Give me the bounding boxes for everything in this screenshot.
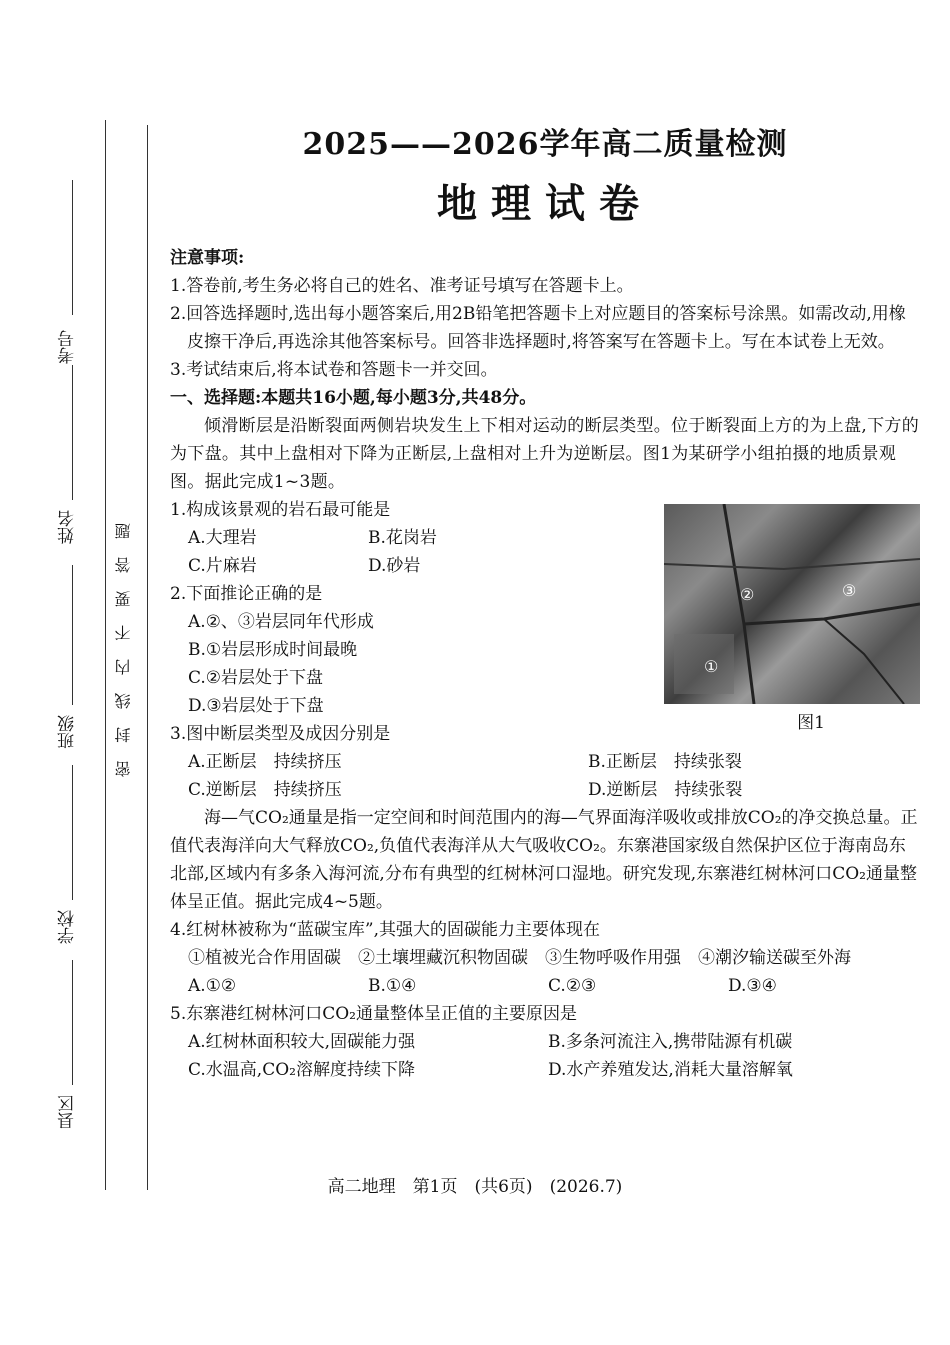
- field-label-class: 班级: [58, 715, 78, 749]
- questions-1-3: [170, 496, 920, 804]
- notice-block: [170, 244, 920, 384]
- field-county: [55, 1095, 85, 1129]
- field-label-school: 学校: [58, 910, 78, 944]
- figure-label-2: ②: [740, 585, 755, 604]
- notice-item-2: 2.回答选择题时,选出每小题答案后,用2B铅笔把答题卡上对应题目的答案标号涂黑。如需改动,用橡皮擦干净后,再选涂其他答案标号。回答非选择题时,将答案写在答题卡上。写在本试卷上无效。: [170, 304, 906, 352]
- field-line-school: [72, 765, 73, 900]
- q5-options-row1: [170, 1028, 920, 1056]
- q1-option-a: A.大理岩: [188, 528, 257, 548]
- q5-stem: 5.东寨港红树林河口CO₂通量整体呈正值的主要原因是: [170, 1004, 577, 1024]
- q5-option-b: B.多条河流注入,携带陆源有机碳: [548, 1032, 793, 1052]
- q5-options-row2: [170, 1056, 920, 1084]
- figure-1-image: [664, 504, 920, 704]
- q3-option-a: A.正断层 持续挤压: [188, 752, 342, 772]
- figure-label-1: ①: [704, 657, 719, 676]
- binding-line-inner: [147, 125, 148, 1190]
- q4-option-a: A.①②: [188, 976, 237, 996]
- q2-option-d: D.③岩层处于下盘: [188, 696, 324, 716]
- q4-statements: ①植被光合作用固碳 ②土壤埋藏沉积物固碳 ③生物呼吸作用强 ④潮汐输送碳至外海: [188, 948, 851, 968]
- field-school: [55, 910, 85, 944]
- field-label-exam-number: 考号: [58, 330, 78, 364]
- field-line-class: [72, 565, 73, 705]
- field-line-county: [72, 960, 73, 1085]
- passage-2: 海—气CO₂通量是指一定空间和时间范围内的海—气界面海洋吸收或排放CO₂的净交换总量。正值代表海洋向大气释放CO₂,负值代表海洋从大气吸收CO₂。东寨港国家级自然保护区位于海南岛东北部,区域内有多条入海河流,分布有典型的红树林河口湿地。研究发现,东寨港红树林河口CO₂通量整体呈正值。据此完成4~5题。: [170, 808, 918, 912]
- section-heading: 一、选择题:本题共16小题,每小题3分,共48分。: [170, 388, 537, 408]
- page-footer: 高二地理 第1页 (共6页) (2026.7): [327, 1177, 623, 1197]
- q3-options-row2: [170, 776, 920, 804]
- q3-option-b: B.正断层 持续张裂: [588, 752, 742, 772]
- figure-label-3: ③: [842, 581, 857, 600]
- binding-margin: [0, 120, 150, 1195]
- notice-item-1: 1.答卷前,考生务必将自己的姓名、准考证号填写在答题卡上。: [170, 276, 634, 296]
- q4-option-b: B.①④: [368, 976, 417, 996]
- field-line-exam-number: [72, 180, 73, 315]
- q3-option-c: C.逆断层 持续挤压: [188, 780, 342, 800]
- exam-content: [170, 120, 920, 1084]
- q4-option-c: C.②③: [548, 976, 597, 996]
- field-name: [55, 510, 85, 544]
- field-exam-number: [55, 330, 85, 364]
- q2-option-b: B.①岩层形成时间最晚: [188, 640, 358, 660]
- exam-title: 2025——2026学年高二质量检测: [302, 127, 788, 162]
- q4-option-d: D.③④: [728, 976, 777, 996]
- notice-heading: 注意事项:: [170, 248, 245, 268]
- q1-option-c: C.片麻岩: [188, 556, 257, 576]
- q5-option-c: C.水温高,CO₂溶解度持续下降: [188, 1060, 415, 1080]
- exam-subject-title: 地理试卷: [437, 180, 653, 227]
- q5-option-a: A.红树林面积较大,固碳能力强: [188, 1032, 416, 1052]
- q1-option-b: B.花岗岩: [368, 528, 437, 548]
- figure-1-fault-lines: [664, 504, 920, 704]
- field-label-county: 县区: [58, 1095, 78, 1129]
- figure-1-caption: 图1: [797, 713, 825, 733]
- field-class: [55, 715, 85, 749]
- passage-1: 倾滑断层是沿断裂面两侧岩块发生上下相对运动的断层类型。位于断裂面上方的为上盘,下方的为下盘。其中上盘相对下降为正断层,上盘相对上升为逆断层。图1为某研学小组拍摄的地质景观图。据此完成1~3题。: [170, 416, 920, 492]
- notice-item-3: 3.考试结束后,将本试卷和答题卡一并交回。: [170, 360, 498, 380]
- binding-line-outer: [105, 120, 106, 1190]
- q1-stem: 1.构成该景观的岩石最可能是: [170, 500, 391, 520]
- field-label-name: 姓名: [58, 510, 78, 544]
- field-line-name: [72, 365, 73, 500]
- q3-options-row1: [170, 748, 920, 776]
- seal-notice: 密封线内不要答题: [114, 505, 133, 777]
- q2-stem: 2.下面推论正确的是: [170, 584, 323, 604]
- q3-stem: 3.图中断层类型及成因分别是: [170, 724, 391, 744]
- q4-options: [170, 972, 920, 1000]
- q2-option-a: A.②、③岩层同年代形成: [188, 612, 374, 632]
- q3-option-d: D.逆断层 持续张裂: [588, 780, 743, 800]
- q4-stem: 4.红树林被称为“蓝碳宝库”,其强大的固碳能力主要体现在: [170, 920, 601, 940]
- q1-option-d: D.砂岩: [368, 556, 421, 576]
- q5-option-d: D.水产养殖发达,消耗大量溶解氧: [548, 1060, 793, 1080]
- q2-option-c: C.②岩层处于下盘: [188, 668, 324, 688]
